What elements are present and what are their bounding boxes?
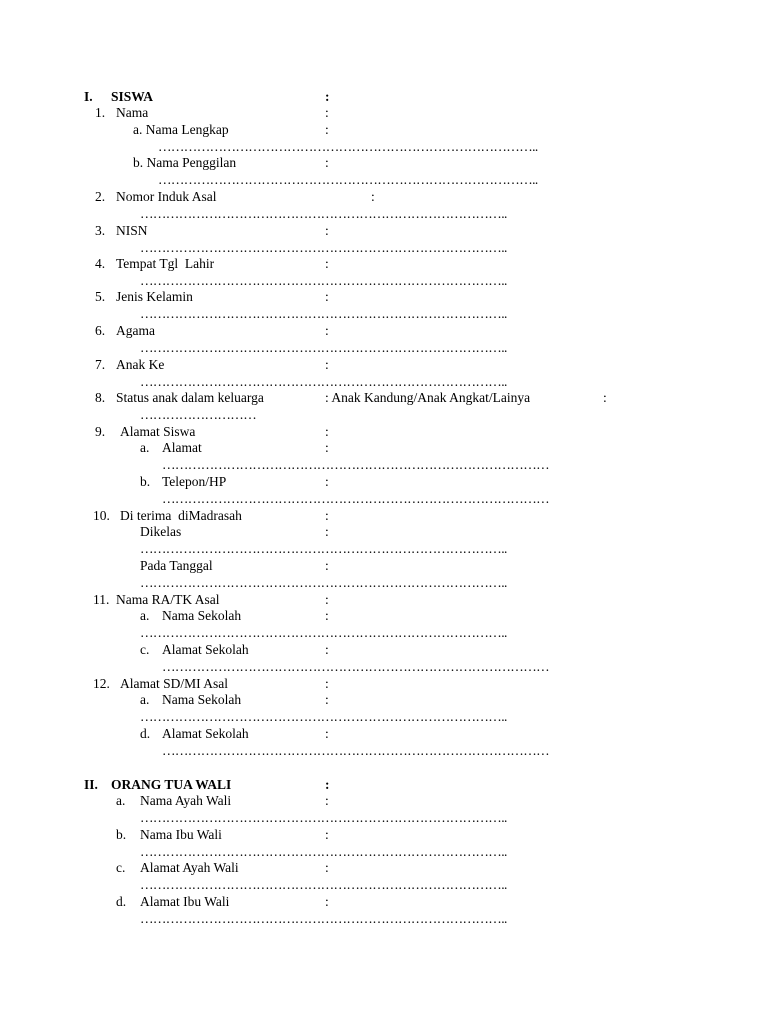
item-marker: a. — [116, 793, 126, 808]
field-label-nama-ayah: Nama Ayah Wali — [140, 793, 232, 808]
item-marker: c. — [140, 642, 150, 657]
colon: : — [325, 256, 329, 271]
item-number: 7. — [95, 357, 106, 372]
field-label-alamat: Alamat — [162, 440, 202, 455]
colon: : — [325, 592, 329, 607]
fill-line-alamat-ibu[interactable]: ………………………………………………………………………….. — [140, 911, 507, 926]
field-label-nama-sekolah-sd: Nama Sekolah — [162, 692, 242, 707]
colon: : — [325, 440, 329, 455]
field-label-status-anak: Status anak dalam keluarga — [116, 390, 264, 405]
colon: : — [603, 390, 607, 405]
colon: : — [325, 558, 329, 573]
fill-line-tempat-tgl-lahir[interactable]: ………………………………………………………………………….. — [140, 273, 507, 288]
item-marker: b. — [116, 827, 127, 842]
field-label-agama: Agama — [116, 323, 155, 338]
field-label-alamat-siswa: Alamat Siswa — [120, 424, 196, 439]
colon: : — [325, 89, 330, 104]
fill-line-pada-tanggal[interactable]: ………………………………………………………………………….. — [140, 575, 507, 590]
colon: : — [325, 155, 329, 170]
item-number: 3. — [95, 223, 106, 238]
field-label-nama-penggilan: b. Nama Penggilan — [133, 155, 237, 170]
fill-line-nama-ayah[interactable]: ………………………………………………………………………….. — [140, 810, 507, 825]
field-label-alamat-ibu: Alamat Ibu Wali — [140, 894, 230, 909]
field-label-anak-ke: Anak Ke — [116, 357, 165, 372]
fill-line-alamat-sekolah-ra[interactable]: ……………………………………………………………………………… — [162, 659, 550, 674]
item-marker: a. — [140, 440, 150, 455]
section-2-number: II. — [84, 777, 98, 792]
field-label-nama-ra-tk: Nama RA/TK Asal — [116, 592, 220, 607]
field-label-nama: Nama — [116, 105, 149, 120]
colon: : — [325, 860, 329, 875]
item-marker: a. — [140, 608, 150, 623]
colon: : — [325, 676, 329, 691]
field-label-alamat-ayah: Alamat Ayah Wali — [140, 860, 239, 875]
status-anak-options: : Anak Kandung/Anak Angkat/Lainya — [325, 390, 531, 405]
item-number: 10. — [93, 508, 110, 523]
colon: : — [325, 608, 329, 623]
section-1-number: I. — [84, 89, 93, 104]
colon: : — [325, 726, 329, 741]
item-marker: a. — [140, 692, 150, 707]
colon: : — [371, 189, 375, 204]
colon: : — [325, 642, 329, 657]
item-number: 4. — [95, 256, 106, 271]
field-label-nomor-induk: Nomor Induk Asal — [116, 189, 217, 204]
colon: : — [325, 474, 329, 489]
item-marker: d. — [116, 894, 127, 909]
fill-line-nisn[interactable]: ………………………………………………………………………….. — [140, 240, 507, 255]
colon: : — [325, 894, 329, 909]
colon: : — [325, 777, 330, 792]
colon: : — [325, 223, 329, 238]
item-marker: b. — [140, 474, 151, 489]
field-label-diterima: Di terima diMadrasah — [120, 508, 242, 523]
fill-line-nama-sekolah-ra[interactable]: ………………………………………………………………………….. — [140, 625, 507, 640]
field-label-tempat-tgl-lahir: Tempat Tgl Lahir — [116, 256, 215, 271]
field-label-jenis-kelamin: Jenis Kelamin — [116, 289, 193, 304]
fill-line-nama-ibu[interactable]: ………………………………………………………………………….. — [140, 844, 507, 859]
colon: : — [325, 827, 329, 842]
item-number: 12. — [93, 676, 110, 691]
item-marker: d. — [140, 726, 151, 741]
item-number: 2. — [95, 189, 106, 204]
section-2-heading: ORANG TUA WALI — [111, 777, 232, 792]
fill-line-alamat-ayah[interactable]: ………………………………………………………………………….. — [140, 877, 507, 892]
field-label-nama-sekolah-ra: Nama Sekolah — [162, 608, 242, 623]
field-label-dikelas: Dikelas — [140, 524, 182, 539]
colon: : — [325, 122, 329, 137]
fill-line-telepon[interactable]: ……………………………………………………………………………… — [162, 491, 550, 506]
fill-line-nama-penggilan[interactable]: …………………………………………………………………………….. — [158, 172, 538, 187]
fill-line-nama-sekolah-sd[interactable]: ………………………………………………………………………….. — [140, 709, 507, 724]
item-number: 1. — [95, 105, 106, 120]
colon: : — [325, 357, 329, 372]
item-number: 5. — [95, 289, 106, 304]
field-label-alamat-sekolah-sd: Alamat Sekolah — [162, 726, 249, 741]
colon: : — [325, 323, 329, 338]
fill-line-alamat-sekolah-sd[interactable]: ……………………………………………………………………………… — [162, 743, 550, 758]
field-label-alamat-sd-mi: Alamat SD/MI Asal — [120, 676, 228, 691]
colon: : — [325, 289, 329, 304]
item-number: 9. — [95, 424, 106, 439]
colon: : — [325, 793, 329, 808]
field-label-telepon: Telepon/HP — [162, 474, 227, 489]
fill-line-nomor-induk[interactable]: ………………………………………………………………………….. — [140, 206, 507, 221]
colon: : — [325, 424, 329, 439]
field-label-alamat-sekolah-ra: Alamat Sekolah — [162, 642, 249, 657]
fill-line-nama-lengkap[interactable]: …………………………………………………………………………….. — [158, 139, 538, 154]
section-1-heading: SISWA — [111, 89, 154, 104]
colon: : — [325, 692, 329, 707]
field-label-pada-tanggal: Pada Tanggal — [140, 558, 213, 573]
fill-line-alamat[interactable]: ……………………………………………………………………………… — [162, 457, 550, 472]
field-label-nisn: NISN — [116, 223, 148, 238]
fill-line-status-anak[interactable]: ……………………… — [140, 407, 257, 422]
item-number: 11. — [93, 592, 110, 607]
item-number: 6. — [95, 323, 106, 338]
item-marker: c. — [116, 860, 126, 875]
fill-line-agama[interactable]: ………………………………………………………………………….. — [140, 340, 507, 355]
fill-line-anak-ke[interactable]: ………………………………………………………………………….. — [140, 374, 507, 389]
field-label-nama-lengkap: a. Nama Lengkap — [133, 122, 229, 137]
colon: : — [325, 105, 329, 120]
field-label-nama-ibu: Nama Ibu Wali — [140, 827, 222, 842]
fill-line-jenis-kelamin[interactable]: ………………………………………………………………………….. — [140, 306, 507, 321]
item-number: 8. — [95, 390, 106, 405]
colon: : — [325, 524, 329, 539]
fill-line-dikelas[interactable]: ………………………………………………………………………….. — [140, 541, 507, 556]
colon: : — [325, 508, 329, 523]
